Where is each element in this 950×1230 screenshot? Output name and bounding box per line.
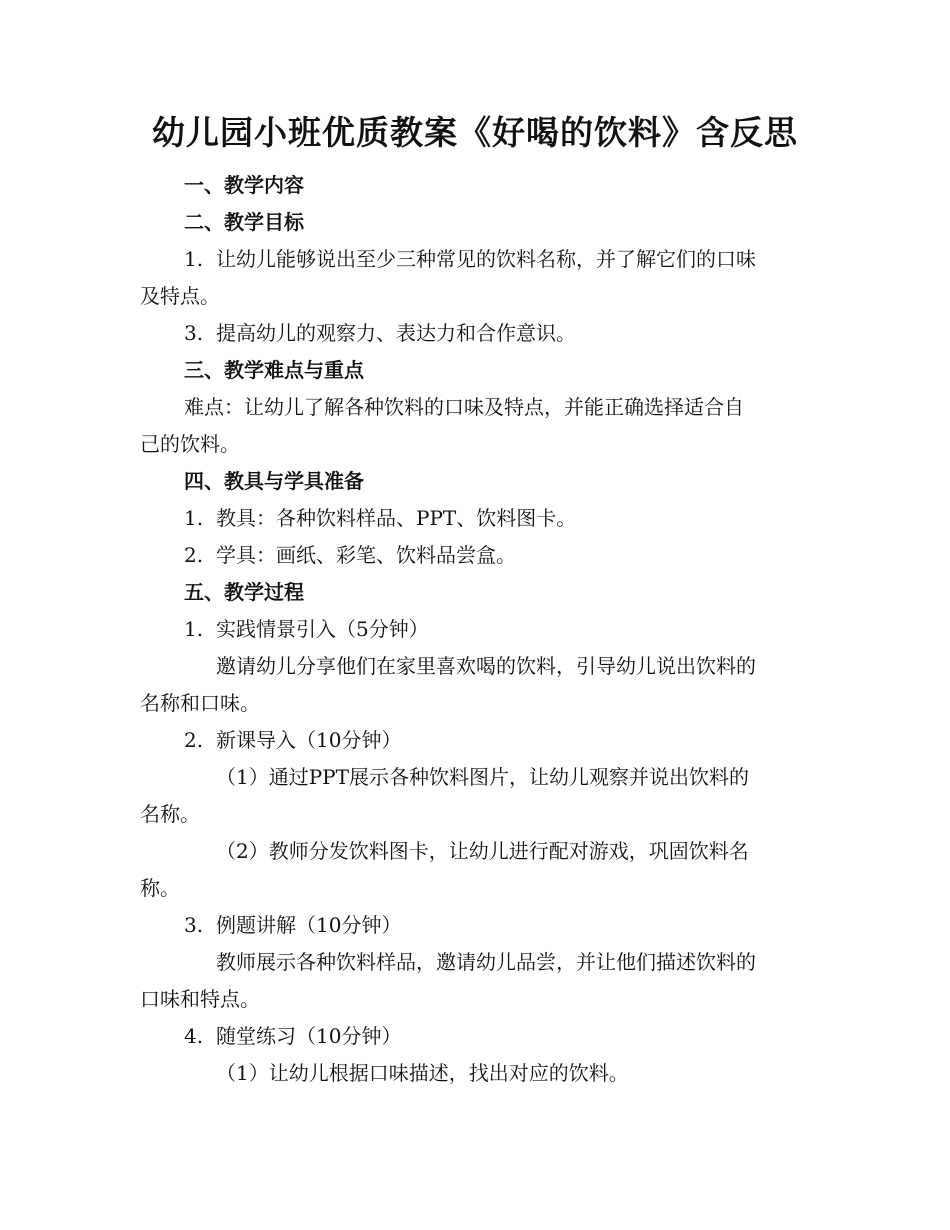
section-heading-goals: 二、教学目标 (184, 210, 304, 234)
goal-item-1 (184, 244, 756, 274)
process-step-3-text-continuation: 口味和特点。 (140, 987, 260, 1011)
process-step-1-title: 实践情景引入（5分钟） (216, 617, 429, 641)
goal-item-1-number: 1. (184, 247, 204, 271)
process-step-2-sub-2-continuation: 称。 (140, 876, 180, 900)
process-step-2-sub-1: （1）通过PPT展示各种饮料图片，让幼儿观察并说出饮料的 (216, 765, 749, 789)
process-step-2 (184, 725, 401, 755)
prep-item-1 (184, 503, 576, 533)
process-step-1-text: 邀请幼儿分享他们在家里喜欢喝的饮料，引导幼儿说出饮料的 (216, 654, 756, 678)
process-step-3-title: 例题讲解（10分钟） (216, 913, 402, 937)
process-step-1 (184, 614, 429, 644)
process-step-4 (184, 1021, 401, 1051)
section-heading-process: 五、教学过程 (184, 580, 304, 604)
process-step-2-sub-1-continuation: 名称。 (140, 802, 200, 826)
process-step-3 (184, 910, 401, 940)
process-step-4-title: 随堂练习（10分钟） (216, 1024, 402, 1048)
process-step-2-number: 2. (184, 728, 204, 752)
process-step-3-text: 教师展示各种饮料样品，邀请幼儿品尝，并让他们描述饮料的 (216, 950, 756, 974)
difficulty-text-continuation: 己的饮料。 (140, 432, 240, 456)
section-heading-content: 一、教学内容 (184, 173, 304, 197)
prep-item-2-number: 2. (184, 543, 204, 567)
prep-item-1-text: 教具：各种饮料样品、PPT、饮料图卡。 (216, 506, 577, 530)
process-step-2-sub-2: （2）教师分发饮料图卡，让幼儿进行配对游戏，巩固饮料名 (216, 839, 749, 863)
prep-item-2 (184, 540, 516, 570)
section-heading-preparation: 四、教具与学具准备 (184, 469, 364, 493)
process-step-1-text-continuation: 名称和口味。 (140, 691, 260, 715)
prep-item-2-text: 学具：画纸、彩笔、饮料品尝盒。 (216, 543, 516, 567)
process-step-1-number: 1. (184, 617, 204, 641)
process-step-4-number: 4. (184, 1024, 204, 1048)
goal-item-3 (184, 318, 576, 348)
process-step-3-number: 3. (184, 913, 204, 937)
difficulty-text: 难点：让幼儿了解各种饮料的口味及特点，并能正确选择适合自 (184, 395, 744, 419)
goal-item-1-continuation: 及特点。 (140, 284, 220, 308)
process-step-4-sub-1: （1）让幼儿根据口味描述，找出对应的饮料。 (216, 1061, 629, 1085)
goal-item-1-text: 让幼儿能够说出至少三种常见的饮料名称，并了解它们的口味 (216, 247, 756, 271)
process-step-2-title: 新课导入（10分钟） (216, 728, 402, 752)
section-heading-difficulty: 三、教学难点与重点 (184, 358, 364, 382)
document-title: 幼儿园小班优质教案《好喝的饮料》含反思 (152, 113, 798, 152)
goal-item-3-text: 提高幼儿的观察力、表达力和合作意识。 (216, 321, 576, 345)
prep-item-1-number: 1. (184, 506, 204, 530)
goal-item-3-number: 3. (184, 321, 204, 345)
